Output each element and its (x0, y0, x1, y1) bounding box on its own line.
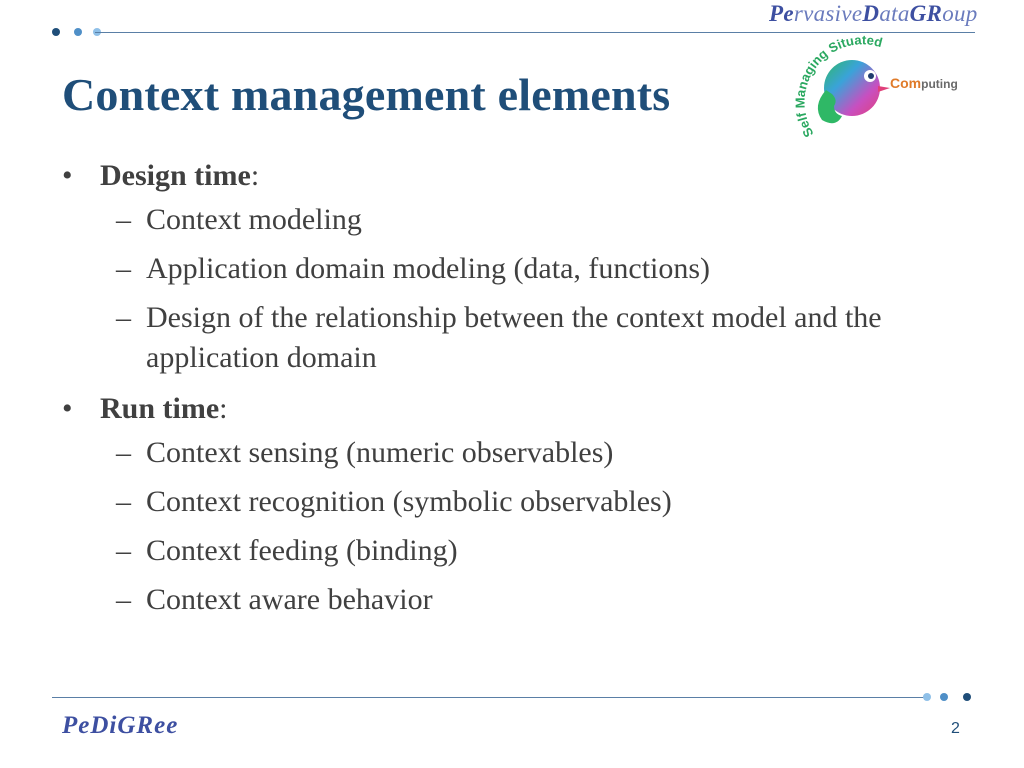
sub-bullet (60, 482, 960, 522)
bullet-label: Run time (100, 392, 220, 425)
sub-bullet-text: Context aware behavior (146, 583, 433, 616)
bullet-suffix: : (250, 159, 260, 192)
sub-bullet-text: Context feeding (binding) (146, 534, 458, 567)
brand-text: rvasive (793, 1, 863, 26)
footer-brand: PeDiGRee (62, 712, 179, 739)
dash-icon: – (116, 436, 131, 469)
decor-dot-light (923, 693, 931, 701)
dash-icon: – (116, 534, 131, 567)
bullet-icon: • (62, 392, 73, 425)
sub-bullet-text: Design of the relationship between the context model and the application domain (146, 301, 882, 374)
sub-bullet (60, 298, 960, 378)
brand-text: ata (879, 1, 910, 26)
dash-icon: – (116, 583, 131, 616)
bullet-icon: • (62, 159, 73, 192)
bullet-suffix: : (219, 392, 228, 425)
sub-bullet (60, 580, 960, 620)
chameleon-mouth (878, 86, 890, 92)
chameleon-pupil (868, 73, 874, 79)
bullet-design-time (60, 152, 960, 200)
brand-letter: P (769, 1, 784, 26)
brand-letter: D (862, 1, 880, 26)
decor-dot-mid (940, 693, 948, 701)
header-brand (769, 1, 978, 27)
sub-bullet-text: Context sensing (numeric observables) (146, 436, 614, 469)
slide-title: Context management elements (62, 69, 671, 120)
sub-bullet-text: Context recognition (symbolic observables) (146, 485, 672, 518)
dash-icon: – (116, 485, 131, 518)
sub-bullet (60, 433, 960, 473)
decor-dot-mid (74, 28, 82, 36)
page-number: 2 (951, 720, 960, 737)
brand-letter: GR (909, 1, 943, 26)
footer-rule (52, 697, 924, 698)
brand-text: oup (942, 1, 978, 26)
sub-bullet-text: Application domain modeling (data, functions) (146, 252, 711, 285)
logo-word-rest: puting (921, 77, 958, 91)
logo-word (890, 75, 958, 91)
logo-arc-text: Self Managing Situated (792, 32, 885, 140)
sub-bullet (60, 200, 960, 240)
brand-letter: e (783, 1, 794, 26)
sub-bullet-text: Context modeling (146, 203, 362, 236)
bullet-label: Design time (100, 159, 251, 192)
sub-bullet (60, 249, 960, 289)
logo-word-highlight: Com (890, 75, 922, 91)
bullet-run-time (60, 385, 960, 433)
sub-bullet (60, 531, 960, 571)
dash-icon: – (116, 252, 131, 285)
decor-dot-dark (963, 693, 971, 701)
chameleon-logo-icon (792, 30, 972, 140)
slide-body (60, 152, 960, 629)
decor-dot-dark (52, 28, 60, 36)
dash-icon: – (116, 301, 131, 334)
dash-icon: – (116, 203, 131, 236)
